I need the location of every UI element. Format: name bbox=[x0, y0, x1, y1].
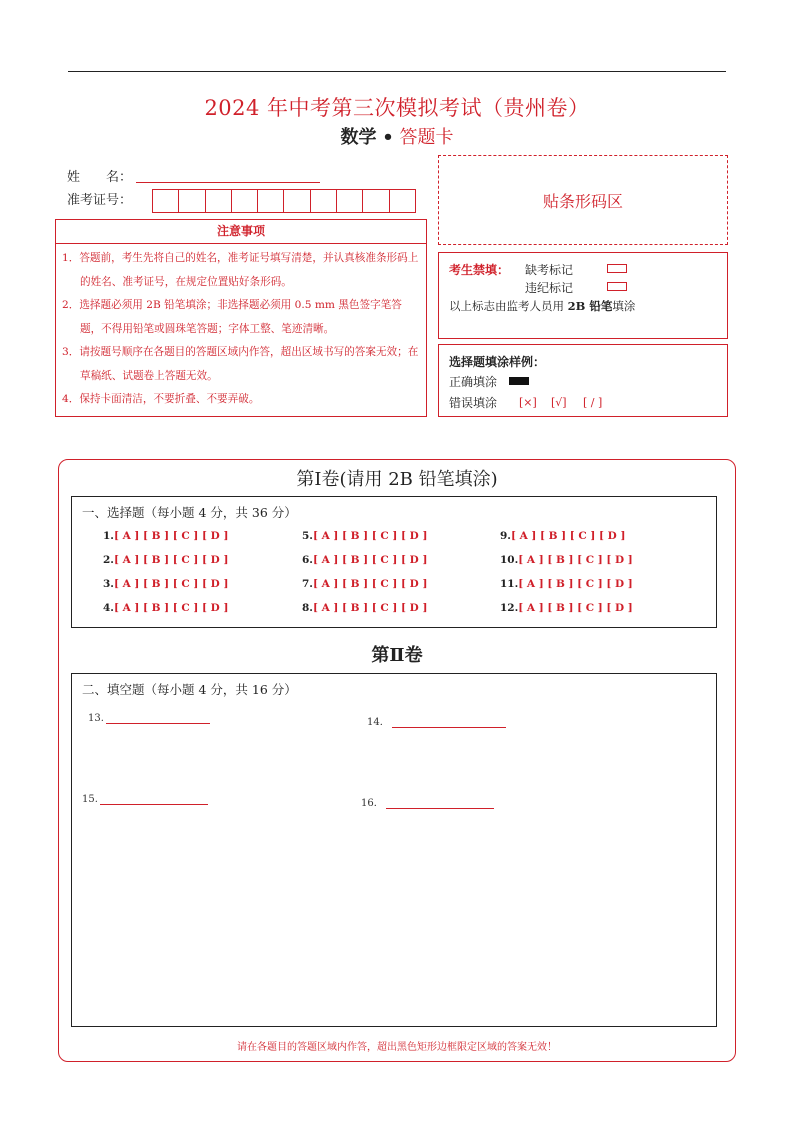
blank-number: 16． bbox=[361, 798, 384, 809]
choice-question[interactable] bbox=[103, 554, 228, 566]
fill-section-label: 二、填空题（每小题 4 分，共 16 分） bbox=[82, 682, 297, 697]
blank-number: 13. bbox=[88, 713, 104, 724]
question-number: 5. bbox=[302, 530, 313, 542]
choice-question[interactable] bbox=[500, 602, 633, 614]
note-post: 填涂 bbox=[612, 299, 636, 313]
sample-title: 选择题填涂样例： bbox=[449, 355, 546, 369]
question-options[interactable]: [ A ] [ B ] [ C ] [ D ] bbox=[312, 554, 428, 566]
page-subtitle bbox=[0, 123, 794, 149]
choice-box bbox=[71, 496, 717, 628]
blank-number: 15. bbox=[82, 794, 98, 805]
question-options[interactable]: [ A ] [ B ] [ C ] [ D ] bbox=[312, 602, 428, 614]
name-label: 姓 名： bbox=[67, 170, 133, 185]
question-number: 3. bbox=[103, 578, 114, 590]
choice-question[interactable] bbox=[302, 602, 427, 614]
correct-label: 正确填涂 bbox=[449, 375, 498, 389]
question-number: 8. bbox=[302, 602, 313, 614]
blank-15[interactable] bbox=[82, 794, 208, 805]
notice-item: 2．选择题必须用 2B 铅笔填涂；非选择题必须用 0.5 mm 黑色签字笔答题，不得用铅笔或圆珠笔答题；字体工整、笔迹清晰。 bbox=[62, 299, 402, 335]
notice-item: 3．请按题号顺序在各题目的答题区域内作答，超出区域书写的答案无效；在草稿纸、试题卷上答题无效。 bbox=[62, 346, 419, 382]
question-options[interactable]: [ A ] [ B ] [ C ] [ D ] bbox=[113, 554, 229, 566]
notice-item: 1．答题前，考生先将自己的姓名，准考证号填写清楚，并认真核准条形码上的姓名、准考证号，在规定位置贴好条形码。 bbox=[62, 252, 419, 288]
question-options[interactable]: [ A ] [ B ] [ C ] [ D ] bbox=[518, 578, 633, 590]
blank-14[interactable] bbox=[367, 713, 506, 728]
choice-question[interactable] bbox=[103, 602, 228, 614]
forbidden-box bbox=[438, 252, 728, 339]
question-options[interactable]: [ A ] [ B ] [ C ] [ D ] bbox=[113, 530, 229, 542]
question-number: 9. bbox=[500, 530, 511, 542]
blank-13[interactable] bbox=[88, 713, 210, 724]
card-label: 答题卡 bbox=[399, 127, 454, 148]
blank-16[interactable] bbox=[361, 794, 494, 809]
blank-line[interactable] bbox=[100, 794, 208, 805]
absent-mark-box[interactable] bbox=[607, 264, 627, 273]
choice-question[interactable] bbox=[103, 578, 228, 590]
notice-item: 4．保持卡面清洁，不要折叠、不要弄破。 bbox=[62, 393, 260, 405]
question-number: 12. bbox=[500, 602, 519, 614]
choice-question[interactable] bbox=[302, 530, 427, 542]
question-options[interactable]: [ A ] [ B ] [ C ] [ D ] bbox=[312, 578, 428, 590]
id-number-boxes[interactable] bbox=[152, 189, 416, 213]
subtitle-dot: • bbox=[382, 127, 394, 148]
choice-question[interactable] bbox=[103, 530, 228, 542]
page-title: 2024 年中考第三次模拟考试（贵州卷） bbox=[204, 96, 590, 120]
question-options[interactable]: [ A ] [ B ] [ C ] [ D ] bbox=[518, 554, 633, 566]
blank-line[interactable] bbox=[392, 717, 506, 728]
wrong-mark: [ / ] bbox=[583, 396, 603, 409]
choice-question[interactable] bbox=[500, 530, 625, 542]
notice-list bbox=[62, 247, 422, 412]
question-number: 7. bbox=[302, 578, 313, 590]
wrong-mark: [×] bbox=[519, 396, 537, 409]
sample-box bbox=[438, 344, 728, 417]
part1-title: 第Ⅰ卷(请用 2B 铅笔填涂) bbox=[296, 469, 498, 490]
violation-label: 违纪标记 bbox=[525, 281, 574, 295]
wrong-mark: [√] bbox=[551, 396, 567, 409]
violation-mark-box[interactable] bbox=[607, 282, 627, 291]
question-number: 1. bbox=[103, 530, 114, 542]
part2-title: 第Ⅱ卷 bbox=[371, 645, 423, 666]
question-options[interactable]: [ A ] [ B ] [ C ] [ D ] bbox=[510, 530, 626, 542]
note-pre: 以上标志由监考人员用 bbox=[449, 299, 568, 313]
top-rule bbox=[68, 71, 726, 72]
name-field[interactable] bbox=[136, 181, 320, 183]
question-options[interactable]: [ A ] [ B ] [ C ] [ D ] bbox=[312, 530, 428, 542]
blank-line[interactable] bbox=[386, 798, 494, 809]
footer-note: 请在各题目的答题区域内作答，超出黑色矩形边框限定区域的答案无效！ bbox=[237, 1042, 557, 1053]
fill-blank-box bbox=[71, 673, 717, 1027]
forbidden-note bbox=[449, 298, 635, 314]
question-options[interactable]: [ A ] [ B ] [ C ] [ D ] bbox=[518, 602, 633, 614]
choice-question[interactable] bbox=[500, 554, 633, 566]
question-options[interactable]: [ A ] [ B ] [ C ] [ D ] bbox=[113, 578, 229, 590]
question-number: 4. bbox=[103, 602, 114, 614]
question-number: 2. bbox=[103, 554, 114, 566]
question-number: 6. bbox=[302, 554, 313, 566]
wrong-label: 错误填涂 bbox=[449, 396, 498, 410]
subject-label: 数学 bbox=[340, 127, 377, 148]
choice-question[interactable] bbox=[302, 554, 427, 566]
correct-fill-sample bbox=[509, 377, 529, 385]
choice-question[interactable] bbox=[302, 578, 427, 590]
barcode-area: 贴条形码区 bbox=[438, 155, 728, 245]
absent-label: 缺考标记 bbox=[525, 263, 574, 277]
blank-number: 14． bbox=[367, 717, 390, 728]
question-number: 11. bbox=[500, 578, 519, 590]
blank-line[interactable] bbox=[106, 713, 210, 724]
note-bold: 2B 铅笔 bbox=[567, 299, 613, 313]
notice-box bbox=[55, 219, 427, 417]
choice-question[interactable] bbox=[500, 578, 633, 590]
forbidden-label: 考生禁填： bbox=[449, 263, 510, 277]
id-label: 准考证号： bbox=[67, 193, 133, 208]
question-number: 10. bbox=[500, 554, 519, 566]
choice-section-label: 一、选择题（每小题 4 分，共 36 分） bbox=[82, 505, 297, 520]
question-options[interactable]: [ A ] [ B ] [ C ] [ D ] bbox=[113, 602, 229, 614]
notice-title: 注意事项 bbox=[56, 220, 426, 244]
